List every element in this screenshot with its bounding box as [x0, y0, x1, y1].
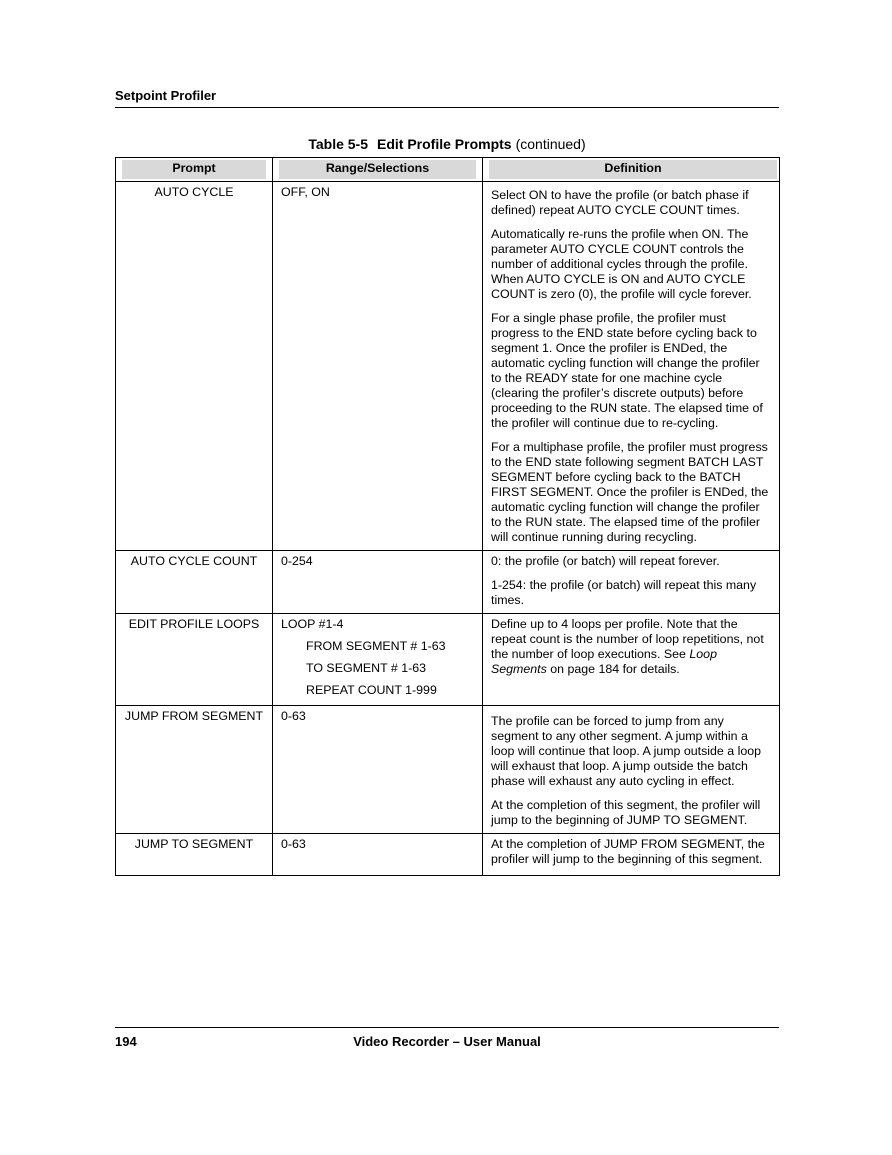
definition-paragraph: 0: the profile (or batch) will repeat forever. — [491, 554, 720, 568]
table-row — [116, 614, 780, 706]
definition-cell — [483, 834, 780, 876]
column-header-label: Range/Selections — [279, 160, 476, 179]
table-header-row — [116, 158, 780, 182]
page-header: Setpoint Profiler — [115, 88, 779, 108]
range-line: OFF, ON — [281, 185, 330, 199]
range-cell — [273, 551, 483, 614]
table-caption — [115, 136, 779, 152]
range-line: 0-63 — [281, 837, 306, 851]
column-header — [483, 158, 780, 182]
definition-cell — [483, 614, 780, 706]
definition-paragraph — [491, 617, 773, 677]
definition-paragraph: For a single phase profile, the profiler must progress to the END state before cycling back to segment 1. Once the profiler is ENDed, the automatic cycling function will change the profiler to the READY state for one machine cycle (clearing the profiler’s discrete outputs) before proceeding to the RUN state. The elapsed time of the profiler will continue due to re-cycling. — [491, 311, 763, 430]
definition-text: Define up to 4 loops per profile. Note that the repeat count is the number of loop repetitions, not the number of loop executions. See — [491, 617, 764, 661]
prompt-cell: JUMP TO SEGMENT — [116, 834, 273, 876]
prompt-cell: AUTO CYCLE COUNT — [116, 551, 273, 614]
definition-text: on page 184 for details. — [546, 662, 680, 676]
table-row — [116, 834, 780, 876]
definition-paragraph: For a multiphase profile, the profiler must progress to the END state following segment BATCH LAST SEGMENT before cycling back to the BATCH FIRST SEGMENT. Once the profiler is ENDed, the automatic cycling function will change the profiler to the RUN state. The elapsed time of the profiler will continue running during recycling. — [491, 440, 769, 544]
cross-reference: Loop Segments — [491, 647, 717, 676]
table-number: Table 5-5 — [308, 136, 369, 152]
table-row — [116, 706, 780, 834]
definition-paragraph: The profile can be forced to jump from any segment to any other segment. A jump within a loop will continue that loop. A jump outside a loop will exhaust that loop. A jump outside the batch phase will exhaust any auto cycling in effect. — [491, 714, 762, 788]
column-header — [273, 158, 483, 182]
range-line: 0-63 — [281, 709, 306, 723]
prompt-cell: JUMP FROM SEGMENT — [116, 706, 273, 834]
prompt-cell: AUTO CYCLE — [116, 182, 273, 551]
definition-cell — [483, 182, 780, 551]
definition-paragraph: Automatically re-runs the profile when ON. The parameter AUTO CYCLE COUNT controls the number of additional cycles through the profile. When AUTO CYCLE is ON and AUTO CYCLE COUNT is zero (0), the profile will cycle forever. — [491, 227, 752, 301]
definition-paragraph: At the completion of this segment, the profiler will jump to the beginning of JUMP TO SEGMENT. — [491, 798, 761, 827]
column-header — [116, 158, 273, 182]
range-cell — [273, 182, 483, 551]
definition-paragraph: At the completion of JUMP FROM SEGMENT, the profiler will jump to the beginning of this segment. — [491, 837, 765, 866]
table-continued: (continued) — [515, 136, 586, 152]
range-sub-line: REPEAT COUNT 1-999 — [306, 683, 437, 697]
table-row — [116, 551, 780, 614]
range-sub-line: FROM SEGMENT # 1-63 — [306, 639, 446, 653]
definition-cell — [483, 706, 780, 834]
column-header-label: Prompt — [122, 160, 266, 179]
definition-paragraph: Select ON to have the profile (or batch phase if defined) repeat AUTO CYCLE COUNT times. — [491, 188, 749, 217]
table-title: Edit Profile Prompts — [377, 136, 512, 152]
manual-title: Video Recorder – User Manual — [353, 1034, 541, 1049]
edit-profile-prompts-table — [115, 157, 780, 876]
range-cell — [273, 706, 483, 834]
range-line: 0-254 — [281, 554, 313, 568]
range-cell — [273, 834, 483, 876]
definition-paragraph: 1-254: the profile (or batch) will repeat this many times. — [491, 578, 757, 607]
prompt-cell: EDIT PROFILE LOOPS — [116, 614, 273, 706]
column-header-label: Definition — [489, 160, 777, 179]
page-footer — [115, 1027, 779, 1049]
range-sub-line: TO SEGMENT # 1-63 — [306, 661, 427, 675]
definition-cell — [483, 551, 780, 614]
table-row — [116, 182, 780, 551]
range-line: LOOP #1-4 — [281, 617, 344, 631]
range-cell — [273, 614, 483, 706]
page-number: 194 — [115, 1034, 137, 1049]
